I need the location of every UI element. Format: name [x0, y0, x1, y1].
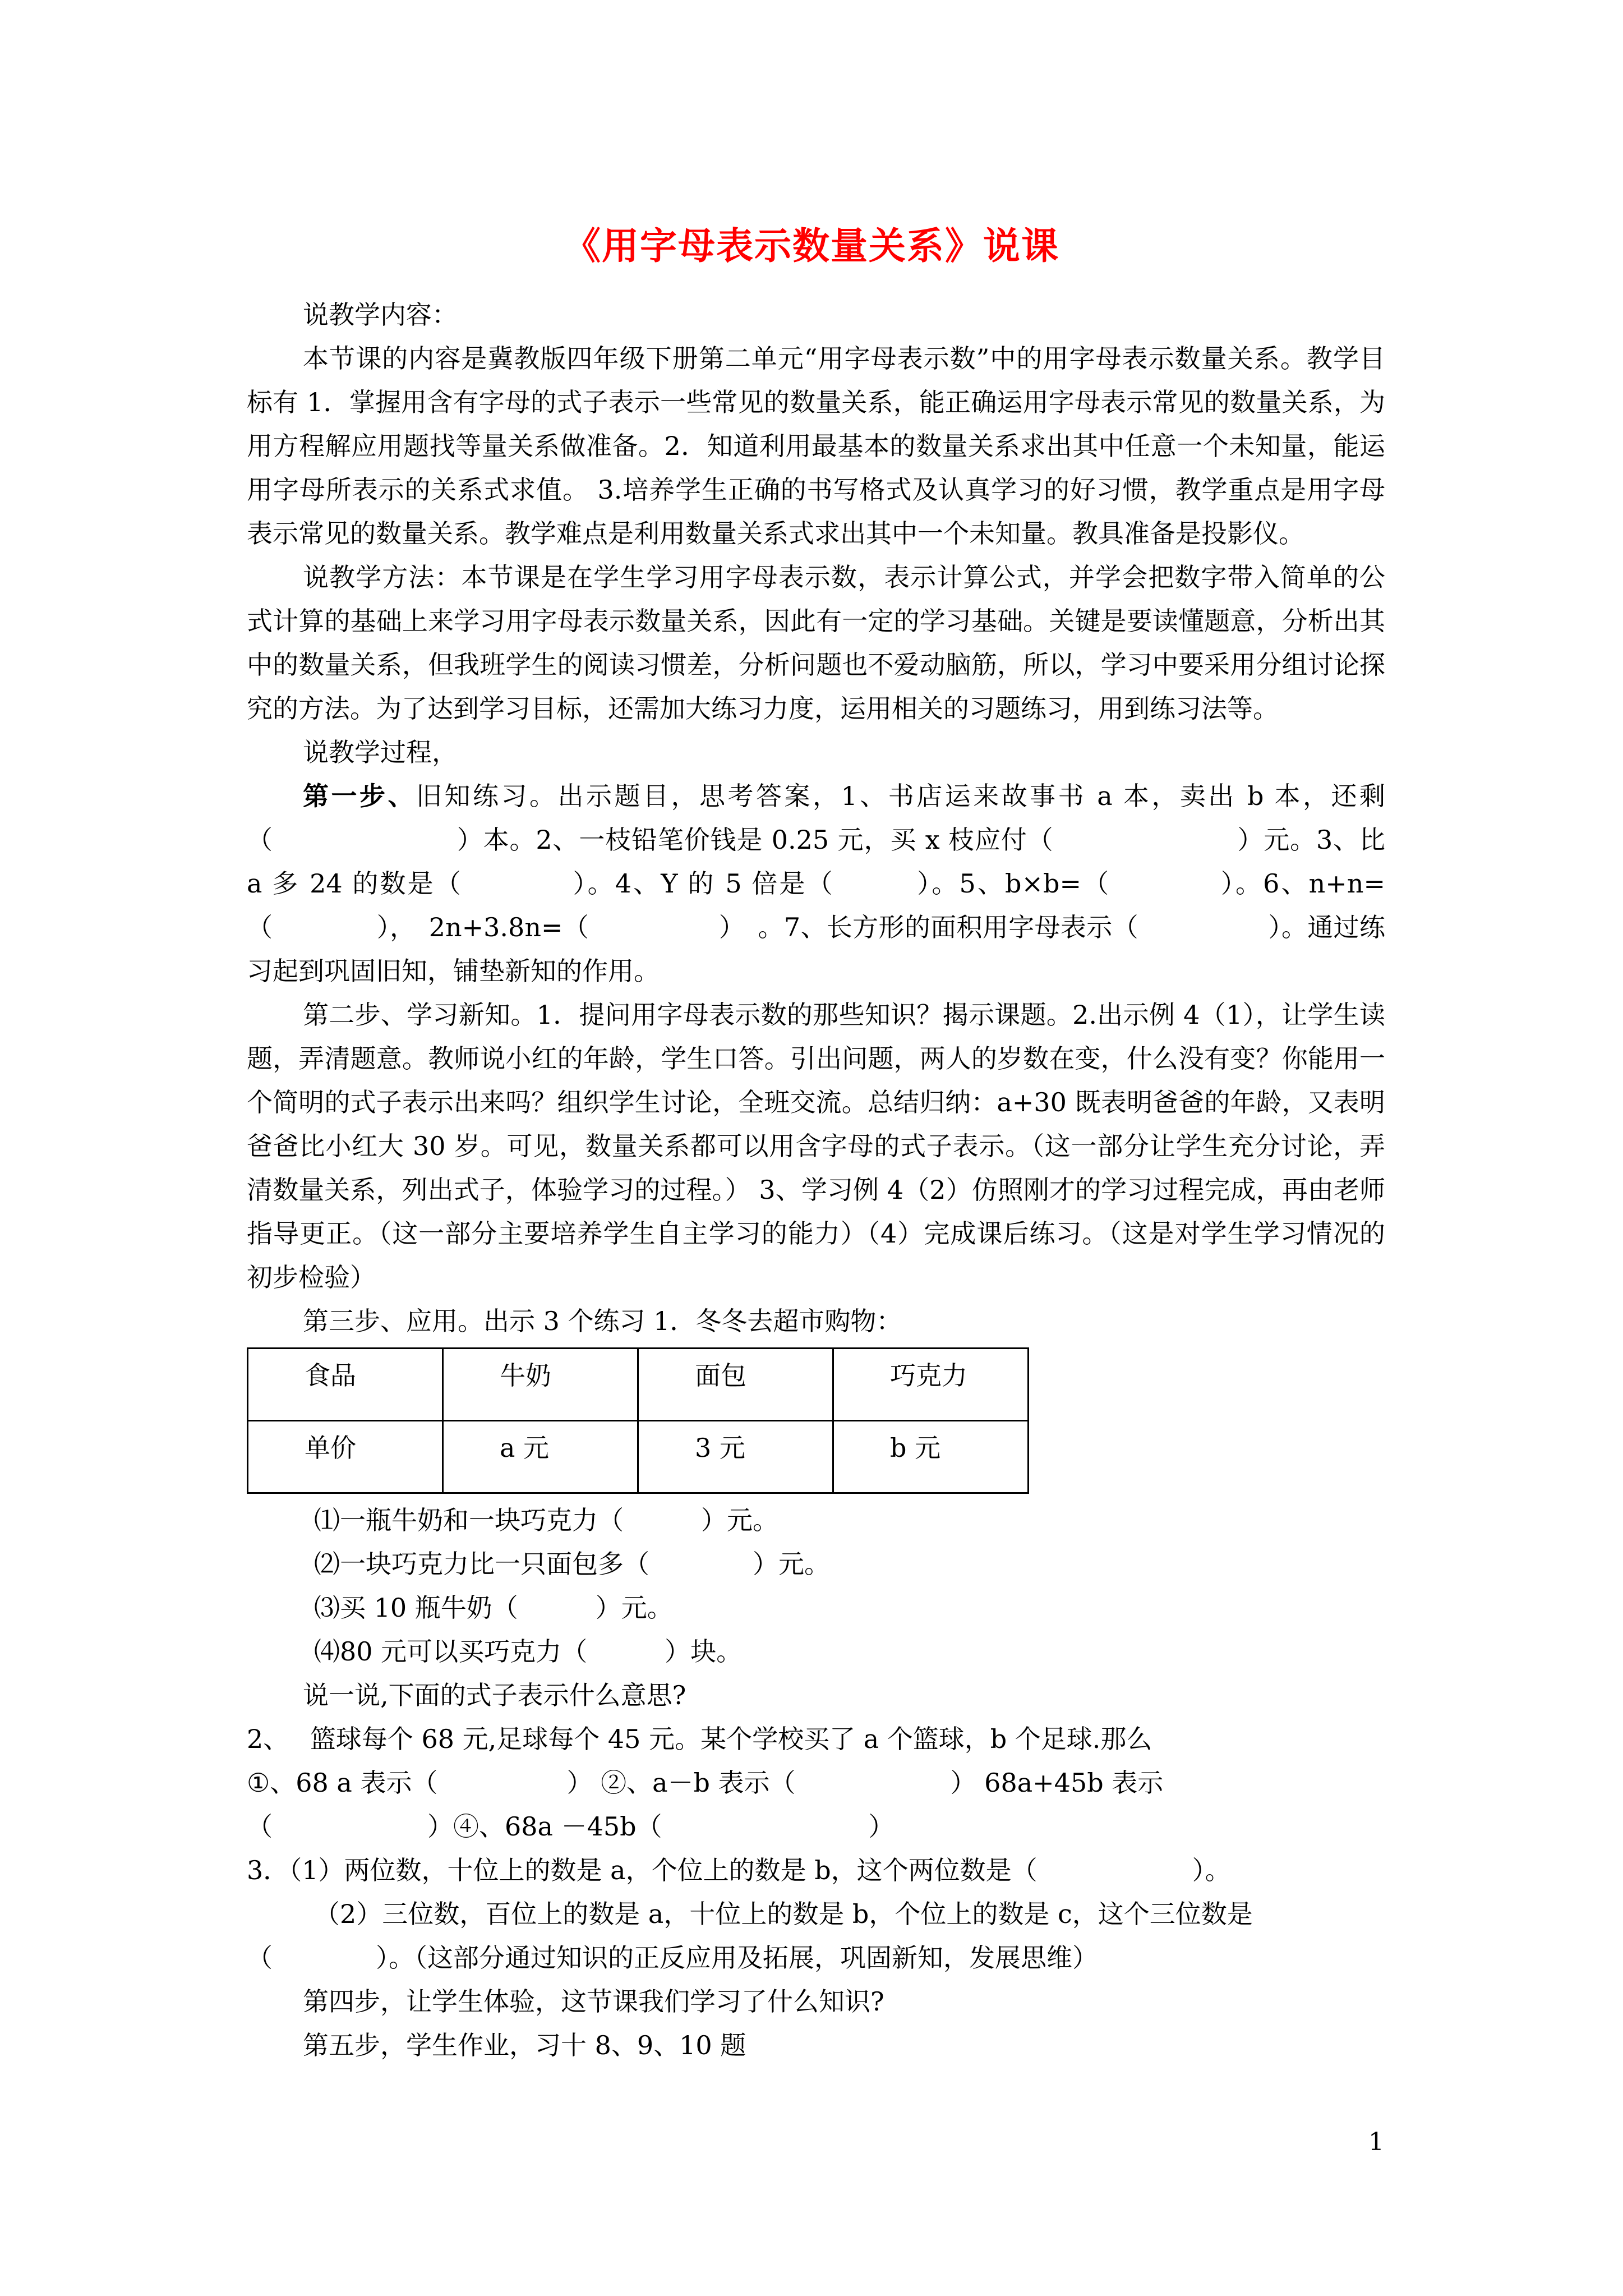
- question-1: ⑴一瓶牛奶和一块巧克力（ ）元。: [314, 1505, 778, 1535]
- exercise-3-line-1: 3．（1）两位数，十位上的数是 a，个位上的数是 b，这个两位数是（ ）。: [247, 1855, 1231, 1885]
- section-heading-process: 说教学过程，: [303, 737, 458, 767]
- paragraph-step5: 第五步，学生作业，习十 8、9、10 题: [303, 2030, 746, 2060]
- page-number: 1: [1368, 2128, 1384, 2156]
- table-row: [248, 1349, 1029, 1421]
- section-heading-content: 说教学内容：: [303, 300, 458, 330]
- table-cell: b 元: [833, 1421, 1029, 1493]
- question-3: ⑶买 10 瓶牛奶（ ）元。: [314, 1593, 673, 1623]
- paragraph-content: 本节课的内容是冀教版四年级下册第二单元“用字母表示数”中的用字母表示数量关系。教学目标有 1．掌握用含有字母的式子表示一些常见的数量关系，能正确运用字母表示常见的数量关系，为用方程解应用题找等量关系做准备。2．知道利用最基本的数量关系求出其中任意一个未知量，能运用字母所表示的关系式求值。 3.培养学生正确的书写格式及认真学习的好习惯，教学重点是用字母表示常见的数量关系。教学难点是利用数量关系式求出其中一个未知量。教具准备是投影仪。: [247, 343, 1385, 549]
- paragraph-method: 说教学方法：本节课是在学生学习用字母表示数，表示计算公式，并学会把数字带入简单的公式计算的基础上来学习用字母表示数量关系，因此有一定的学习基础。关键是要读懂题意，分析出其中的数量关系，但我班学生的阅读习惯差，分析问题也不爱动脑筋，所以，学习中要采用分组讨论探究的方法。为了达到学习目标，还需加大练习力度，运用相关的习题练习，用到练习法等。: [247, 562, 1385, 724]
- paragraph-step3-intro: 第三步、应用。出示 3 个练习 1．冬冬去超市购物：: [303, 1306, 902, 1336]
- say-line: 说一说,下面的式子表示什么意思?: [303, 1680, 686, 1710]
- table-cell: 3 元: [638, 1421, 833, 1493]
- exercise-3-line-3: （ ）。（这部分通过知识的正反应用及拓展，巩固新知，发展思维）: [247, 1943, 1098, 1973]
- table-cell: 面包: [638, 1349, 833, 1421]
- question-4: ⑷80 元可以买巧克力（ ）块。: [314, 1636, 743, 1667]
- table-cell: a 元: [443, 1421, 638, 1493]
- paragraph-step1: [247, 774, 1385, 993]
- table-row: [248, 1421, 1029, 1493]
- table-cell: 单价: [248, 1421, 443, 1493]
- exercise-2-line-1: 2、 篮球每个 68 元,足球每个 45 元。某个学校买了 a 个篮球，b 个足球.那么: [247, 1724, 1152, 1754]
- exercise-2-line-2: ①、68 a 表示（ ） ②、a－b 表示（ ） 68a+45b 表示: [247, 1768, 1164, 1798]
- step1-text: 旧知练习。出示题目，思考答案，1、书店运来故事书 a 本，卖出 b 本，还剩（ ）本。2、一枝铅笔价钱是 0.25 元，买 x 枝应付（ ）元。3、比 a 多 24 的数是（ ）。4、Y 的 5 倍是（ ）。5、b×b=（ ）。6、n+n=（ ）， 2n+3.8n=（ ） 。7、长方形的面积用字母表示（ ）。通过练习起到巩固旧知，铺垫新知的作用。: [247, 781, 1385, 986]
- step1-label: 第一步、: [303, 781, 416, 811]
- exercise-2-line-3: （ ）④、68a －45b（ ）: [247, 1811, 895, 1842]
- price-table: [247, 1347, 1029, 1494]
- table-cell: 牛奶: [443, 1349, 638, 1421]
- document-title: 《用字母表示数量关系》说课: [564, 224, 1059, 268]
- document-body: [247, 293, 1385, 2067]
- table-cell: 巧克力: [833, 1349, 1029, 1421]
- paragraph-step2: 第二步、学习新知。1．提问用字母表示数的那些知识？揭示课题。2.出示例 4（1），让学生读题，弄清题意。教师说小红的年龄，学生口答。引出问题，两人的岁数在变，什么没有变？你能用一个简明的式子表示出来吗？组织学生讨论，全班交流。总结归纳：a+30 既表明爸爸的年龄，又表明爸爸比小红大 30 岁。可见，数量关系都可以用含字母的式子表示。（这一部分让学生充分讨论，弄清数量关系，列出式子，体验学习的过程。） 3、学习例 4（2）仿照刚才的学习过程完成，再由老师指导更正。（这一部分主要培养学生自主学习的能力）（4）完成课后练习。（这是对学生学习情况的初步检验）: [247, 1000, 1385, 1292]
- question-2: ⑵一块巧克力比一只面包多（ ）元。: [314, 1549, 830, 1579]
- table-cell: 食品: [248, 1349, 443, 1421]
- exercise-3-line-2: （2）三位数，百位上的数是 a，十位上的数是 b，个位上的数是 c，这个三位数是: [314, 1899, 1253, 1929]
- paragraph-step4: 第四步，让学生体验，这节课我们学习了什么知识?: [303, 1986, 884, 2017]
